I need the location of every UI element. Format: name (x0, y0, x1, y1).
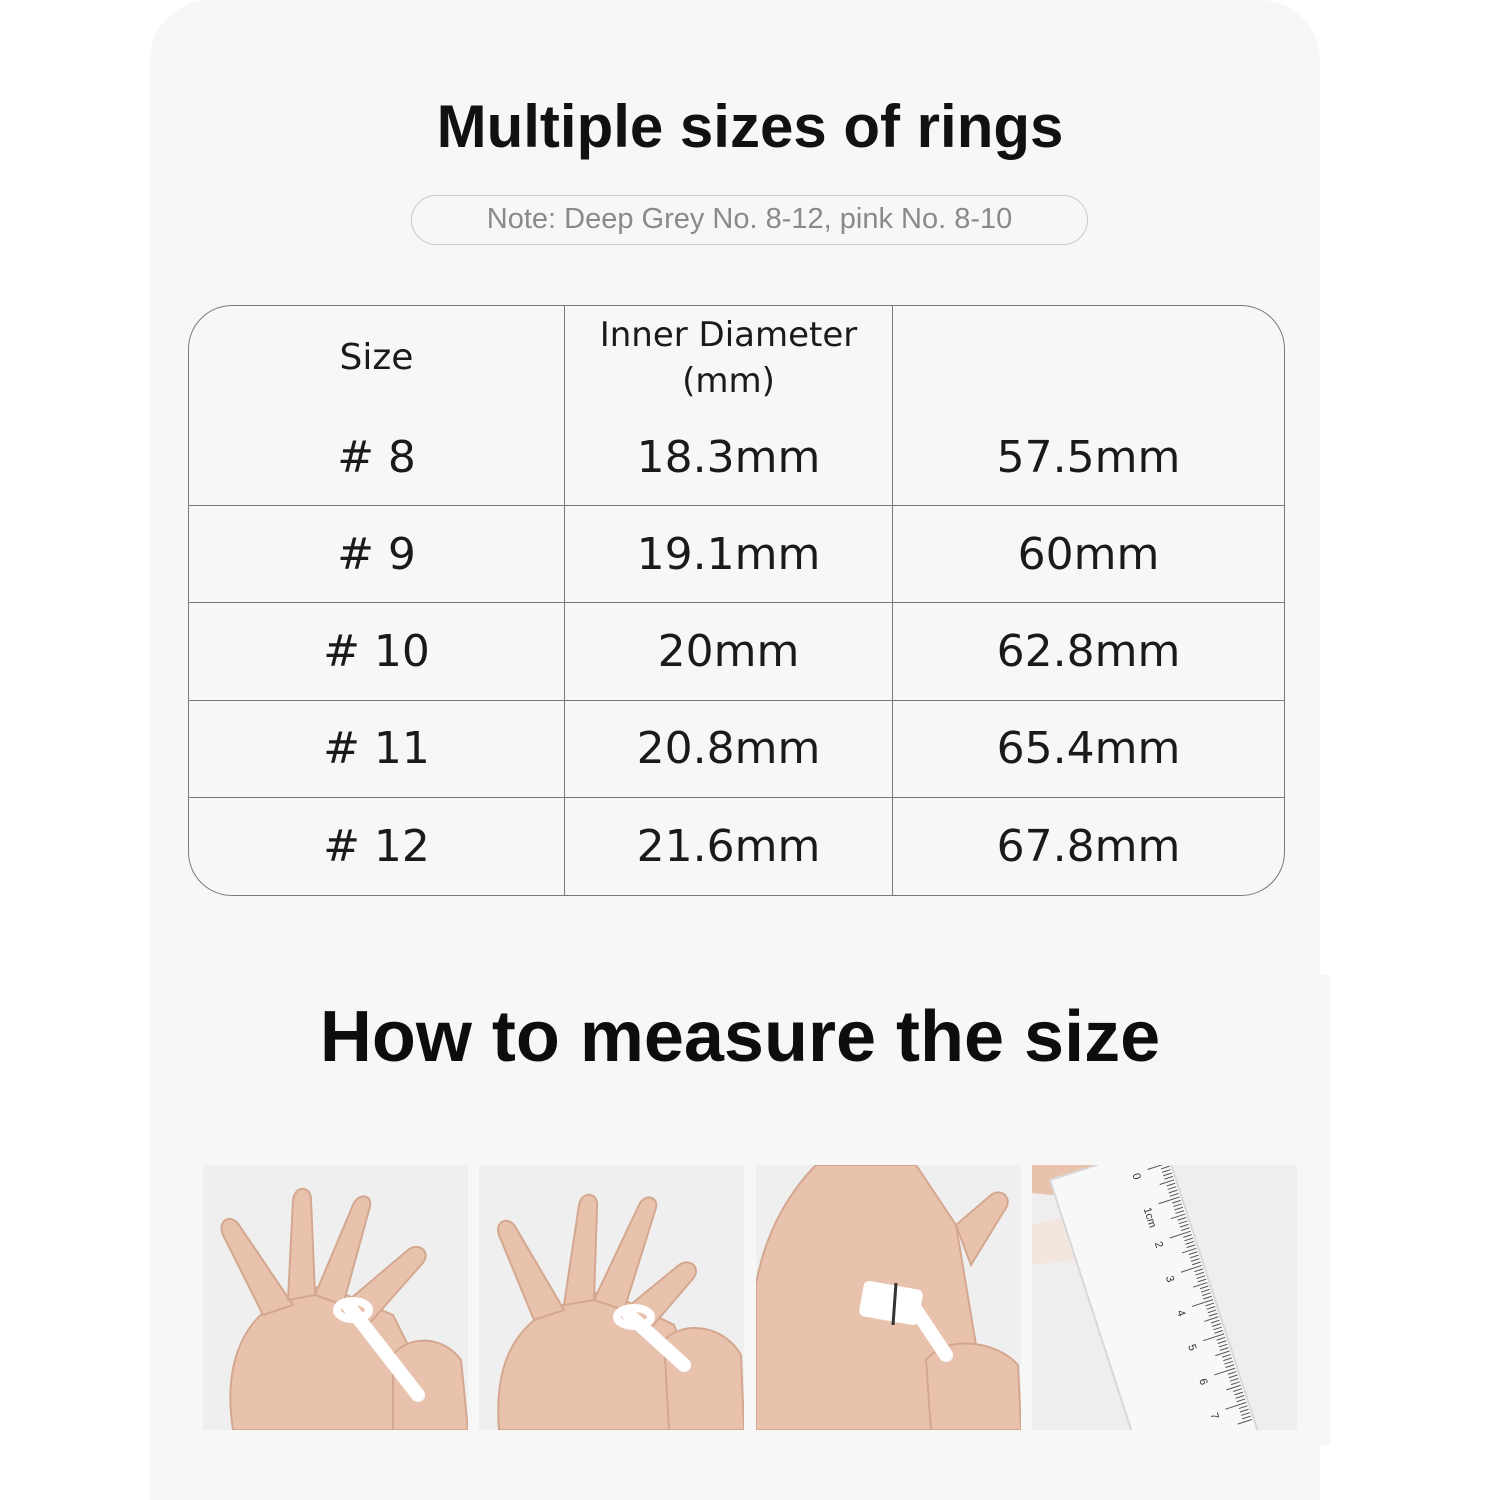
ruler-label: 3 (1162, 1274, 1177, 1284)
size-cell: # 8 (189, 409, 565, 506)
ruler-label: 0 (1129, 1171, 1143, 1182)
circumference-cell: 62.8mm (893, 603, 1284, 700)
ruler-measuring-photo (1032, 1165, 1297, 1430)
size-cell: # 9 (189, 506, 565, 603)
hand-marking-strip-photo (756, 1165, 1021, 1430)
size-cell: # 12 (189, 798, 565, 895)
inner-diameter-cell: 18.3mm (565, 409, 893, 506)
table-row (189, 409, 1284, 506)
ruler-label: 2 (1151, 1240, 1166, 1250)
header-inner-diameter (565, 306, 893, 409)
inner-diameter-cell: 20.8mm (565, 701, 893, 798)
hand-wrapping-strip-photo (203, 1165, 468, 1430)
ring-size-table (188, 305, 1285, 896)
ruler-label: 5 (1185, 1342, 1199, 1353)
inner-diameter-cell: 19.1mm (565, 506, 893, 603)
table-header-row (189, 306, 1284, 409)
table-row (189, 603, 1284, 700)
color-size-note: Note: Deep Grey No. 8-12, pink No. 8-10 (411, 195, 1088, 245)
hand-wrapping-strip-photo (479, 1165, 744, 1430)
circumference-cell: 65.4mm (893, 701, 1284, 798)
size-cell: # 10 (189, 603, 565, 700)
ruler-label: 6 (1196, 1377, 1210, 1387)
measure-title: How to measure the size (319, 997, 1161, 1077)
header-size: Size (189, 306, 565, 409)
table-row (189, 798, 1284, 895)
circumference-cell: 57.5mm (893, 409, 1284, 506)
circumference-cell: 60mm (893, 506, 1284, 603)
header-inner-diameter-text: Inner Diameter (mm) (599, 314, 858, 401)
ruler-label: 4 (1173, 1308, 1188, 1319)
size-cell: # 11 (189, 701, 565, 798)
table-row (189, 506, 1284, 603)
inner-diameter-cell: 21.6mm (565, 798, 893, 895)
header-circumference (893, 306, 1284, 409)
table-row (189, 701, 1284, 798)
sizes-title: Multiple sizes of rings (436, 93, 1064, 160)
ruler-label: 1cm (1140, 1205, 1159, 1230)
circumference-cell: 67.8mm (996, 820, 1181, 872)
inner-diameter-cell: 20mm (565, 603, 893, 700)
ruler-label: 7 (1207, 1411, 1221, 1421)
